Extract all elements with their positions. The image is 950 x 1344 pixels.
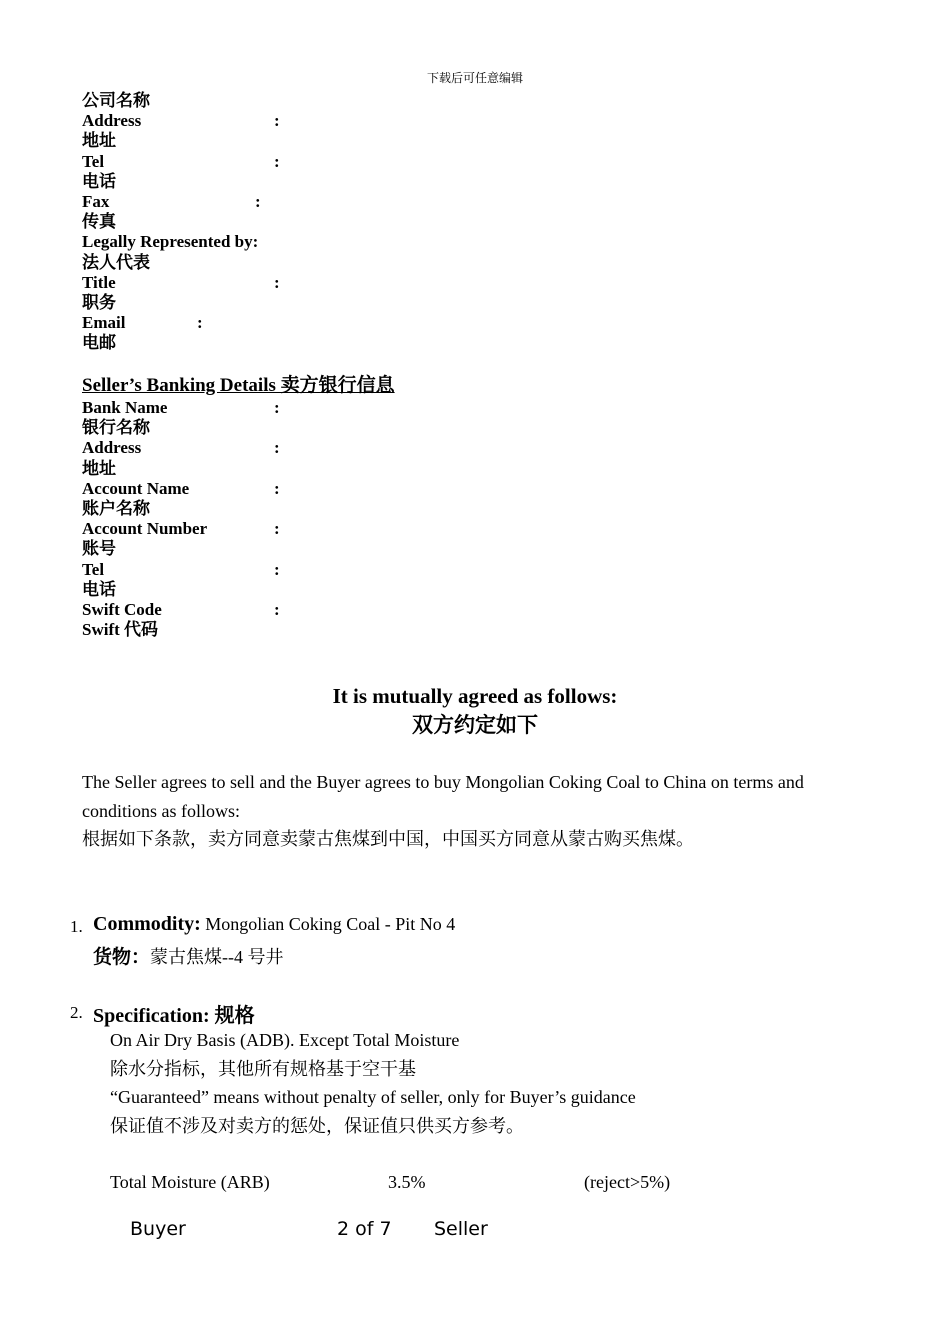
company-email-label-zh: 电邮 (82, 333, 116, 353)
specification-label: Specification: 规格 (93, 1005, 255, 1027)
colon: : (255, 191, 261, 211)
company-name-label: 公司名称 (82, 91, 150, 110)
spec-reject: (reject>5%) (584, 1172, 671, 1192)
commodity-label: Commodity: (93, 913, 201, 935)
colon: : (274, 111, 280, 131)
colon: : (274, 398, 280, 417)
agreement-heading-zh: 双方约定如下 (412, 713, 538, 737)
spec-note-line: “Guaranteed” means without penalty of seller, only for Buyer’s guidance (110, 1087, 636, 1107)
bank-name-label: Bank Name : (82, 398, 280, 417)
footer-seller: Seller (434, 1218, 488, 1240)
company-address-label: Address : (82, 111, 280, 131)
company-title-label-zh: 职务 (82, 292, 116, 312)
footer-page-number: 2 of 7 (337, 1218, 392, 1240)
intro-en: The Seller agrees to sell and the Buyer agrees to buy Mongolian Coking Coal to China on terms and conditions as follows: (82, 772, 804, 821)
company-fields (82, 91, 482, 353)
account-number-label: Account Number : (82, 519, 280, 539)
commodity-value-zh: 蒙古焦煤--4 号井 (150, 947, 284, 967)
colon: : (274, 478, 280, 498)
commodity-label-zh: 货物： (93, 947, 151, 968)
company-address-label-zh: 地址 (82, 131, 116, 151)
bank-name-label-zh: 银行名称 (82, 418, 150, 438)
intro-paragraph (82, 768, 872, 854)
colon: : (274, 559, 280, 579)
swift-code-label-zh: Swift 代码 (82, 620, 159, 640)
item-number: 2. (70, 1003, 83, 1022)
banking-section-title: Seller’s Banking Details 卖方银行信息 (82, 375, 395, 396)
bank-tel-label: Tel : (82, 559, 280, 579)
company-title-label: Title : (82, 272, 280, 292)
item-number: 1. (70, 917, 83, 936)
spec-note-line: 除水分指标，其他所有规格基于空干基 (110, 1058, 416, 1079)
header-note: 下载后可任意编辑 (426, 71, 523, 85)
company-fax-label-zh: 传真 (82, 212, 116, 232)
footer-buyer: Buyer (130, 1218, 186, 1240)
spec-note-line: 保证值不涉及对卖方的惩处，保证值只供买方参考。 (110, 1115, 524, 1136)
company-legal-rep-label: Legally Represented by: (82, 232, 259, 252)
spec-value: 3.5% (388, 1172, 426, 1192)
colon: : (274, 599, 280, 619)
spec-name: Total Moisture (ARB) (110, 1172, 270, 1192)
colon: : (274, 519, 280, 539)
commodity-line-zh (93, 942, 284, 969)
intro-zh: 根据如下条款，卖方同意卖蒙古焦煤到中国，中国买方同意从蒙古购买焦煤。 (82, 829, 694, 849)
bank-tel-label-zh: 电话 (82, 579, 116, 599)
swift-code-label: Swift Code : (82, 599, 280, 619)
specification-notes (110, 1026, 636, 1140)
company-email-label: Email : (82, 313, 203, 333)
commodity-value: Mongolian Coking Coal - Pit No 4 (200, 914, 456, 934)
colon: : (274, 151, 280, 171)
company-legal-rep-label-zh: 法人代表 (82, 252, 150, 272)
account-name-label-zh: 账户名称 (82, 498, 150, 518)
company-fax-label: Fax : (82, 191, 261, 211)
account-name-label: Account Name : (82, 478, 280, 498)
agreement-heading-en: It is mutually agreed as follows: (332, 684, 618, 708)
account-number-label-zh: 账号 (82, 539, 116, 559)
colon: : (274, 438, 280, 458)
banking-fields (82, 398, 482, 640)
company-tel-label: Tel : (82, 151, 280, 171)
colon: : (197, 313, 203, 333)
commodity-line (93, 913, 455, 936)
bank-address-label-zh: 地址 (82, 458, 116, 478)
specification-heading (93, 999, 255, 1028)
colon: : (274, 272, 280, 292)
spec-note-line: On Air Dry Basis (ADB). Except Total Moisture (110, 1030, 460, 1050)
bank-address-label: Address : (82, 438, 280, 458)
company-tel-label-zh: 电话 (82, 171, 116, 191)
